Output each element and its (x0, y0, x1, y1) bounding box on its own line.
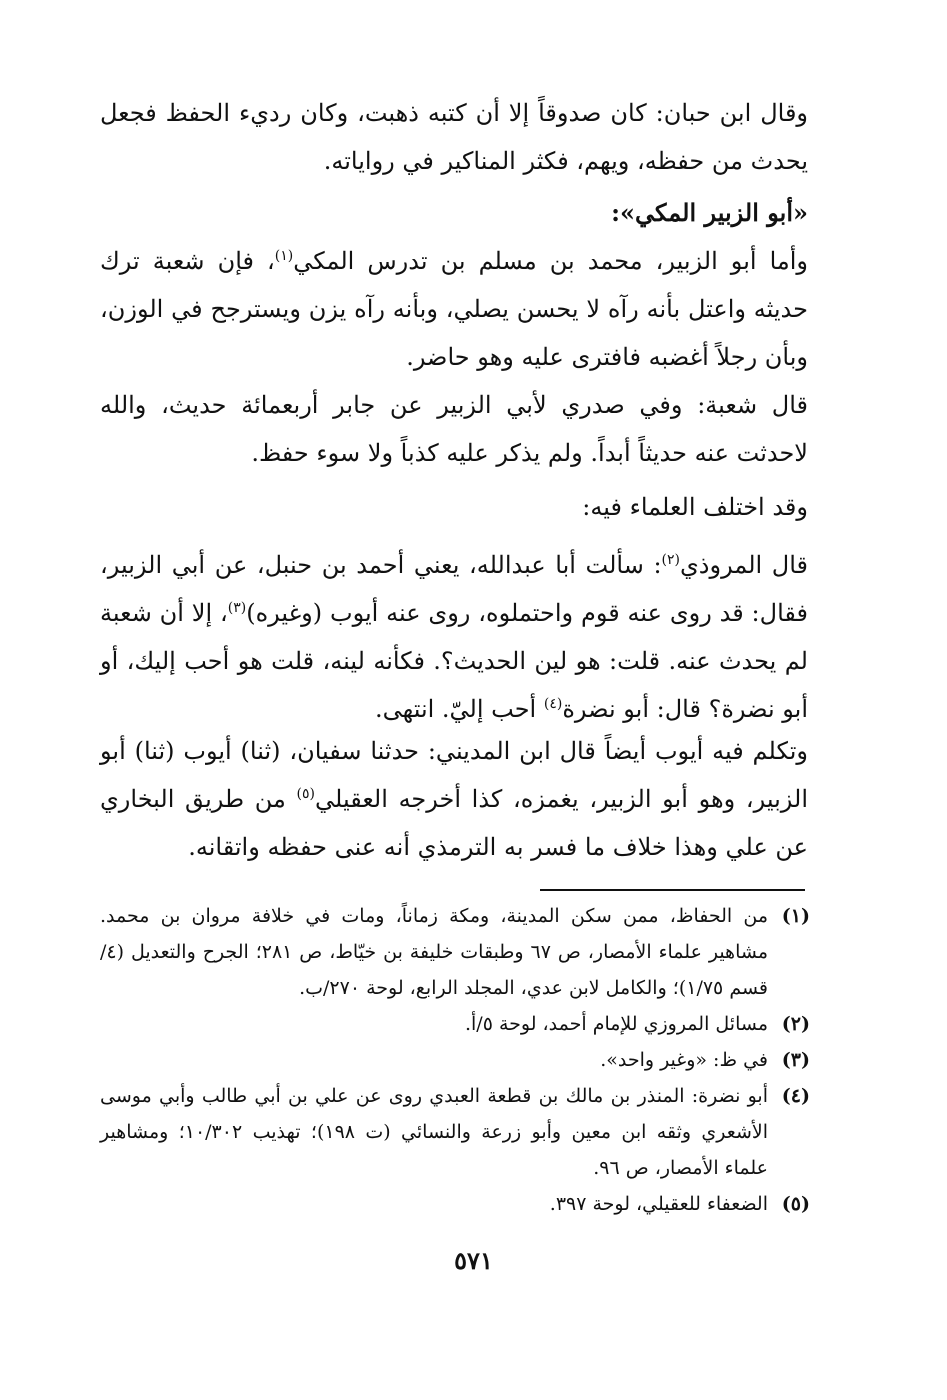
footnote-1 (100, 898, 810, 1006)
footnote-number: (١) (781, 905, 810, 927)
footnote-text: مسائل المروزي للإمام أحمد، لوحة ٥/أ. (464, 1013, 768, 1035)
footnote-5 (100, 1186, 810, 1222)
footnote-separator (540, 889, 805, 891)
paragraph-abu-zubayr-intro (100, 237, 808, 381)
paragraph-ibn-hibban (100, 89, 808, 185)
paragraph-text: وقد اختلف العلماء فيه: (582, 493, 808, 521)
footnote-text: أبو نضرة: المنذر بن مالك بن قطعة العبدي روى عن علي بن أبي طالب وأبي موسى الأشعري وثقه ابن معين وأبو زرعة والنسائي (ت ١٩٨)؛ تهذيب ١٠/٣٠٢؛ ومشاهير علماء الأمصار، ص ٩٦. (100, 1085, 768, 1179)
paragraph-shuba (100, 381, 808, 477)
paragraph-text: ، فإن شعبة ترك حديثه واعتل بأنه رآه لا يحسن يصلي، وبأنه رآه يزن ويسترجح في الوزن، وبأن رجلاً أغضبه فافترى عليه وهو حاضر. (100, 247, 808, 371)
footnote-3 (100, 1042, 810, 1078)
footnote-ref-2: (٢) (661, 552, 681, 568)
footnote-ref-1: (١) (274, 248, 294, 264)
footnote-text: من الحفاظ، ممن سكن المدينة، ومكة زماناً، ومات في خلافة مروان بن محمد. مشاهير علماء الأمصار، ص ٦٧ وطبقات خليفة بن خيّاط، ص ٢٨١؛ الجرح والتعديل (٤/ قسم ١/٧٥)؛ والكامل لابن عدي، المجلد الرابع، لوحة ٢٧٠/ب. (100, 905, 768, 999)
paragraph-text: أحب إليّ. انتهى. (375, 695, 544, 723)
footnote-2 (100, 1006, 810, 1042)
footnote-4 (100, 1078, 810, 1186)
footnotes-list (100, 898, 810, 1222)
page-number: ٥٧١ (454, 1246, 493, 1275)
footnote-text: في ظ: «وغير واحد». (600, 1049, 768, 1071)
paragraph-ayyub (100, 727, 808, 871)
paragraph-text: : سألت أبا عبدالله، يعني أحمد بن حنبل، عن أبي الزبير، فقال: قد روى عنه قوم واحتملوه، روى عنه أيوب (وغيره) (100, 551, 808, 627)
section-heading-abu-zubayr: «أبو الزبير المكي»: (611, 198, 808, 227)
footnote-ref-4: (٤) (543, 696, 563, 712)
paragraph-text: وقال ابن حبان: كان صدوقاً إلا أن كتبه ذهبت، وكان رديء الحفظ فجعل يحدث من حفظه، ويهم، فكثر المناكير في رواياته. (100, 99, 808, 175)
paragraph-text: قال شعبة: وفي صدري لأبي الزبير عن جابر أربعمائة حديث، والله لاحدثت عنه حديثاً أبداً. ولم يذكر عليه كذباً ولا سوء حفظ. (100, 391, 808, 467)
paragraph-text: قال المروذي (680, 551, 809, 579)
footnote-number: (٤) (781, 1085, 810, 1107)
footnote-ref-3: (٣) (227, 600, 247, 616)
paragraph-text: وأما أبو الزبير، محمد بن مسلم بن تدرس المكي (293, 247, 808, 275)
paragraph-text: وتكلم فيه أيوب أيضاً قال ابن المديني: حدثنا سفيان، (ثنا) أيوب (ثنا) أبو الزبير، وهو أبو الزبير، يغمزه، كذا أخرجه العقيلي (100, 737, 808, 813)
footnote-ref-5: (٥) (296, 786, 316, 802)
paragraph-marwazi (100, 541, 808, 733)
paragraph-text: من طريق البخاري عن علي وهذا خلاف ما فسر به الترمذي أنه عنى حفظه واتقانه. (100, 785, 808, 861)
footnote-number: (٢) (781, 1013, 810, 1035)
paragraph-text: ، إلا أن شعبة لم يحدث عنه. قلت: هو لين الحديث؟. فكأنه لينه، قلت هو أحب إليك، أو أبو نضرة؟ قال: أبو نضرة (100, 599, 808, 723)
footnote-number: (٣) (781, 1049, 810, 1071)
paragraph-scholars-differ (100, 483, 808, 531)
footnote-text: الضعفاء للعقيلي، لوحة ٣٩٧. (549, 1193, 768, 1215)
footnote-number: (٥) (781, 1193, 810, 1215)
